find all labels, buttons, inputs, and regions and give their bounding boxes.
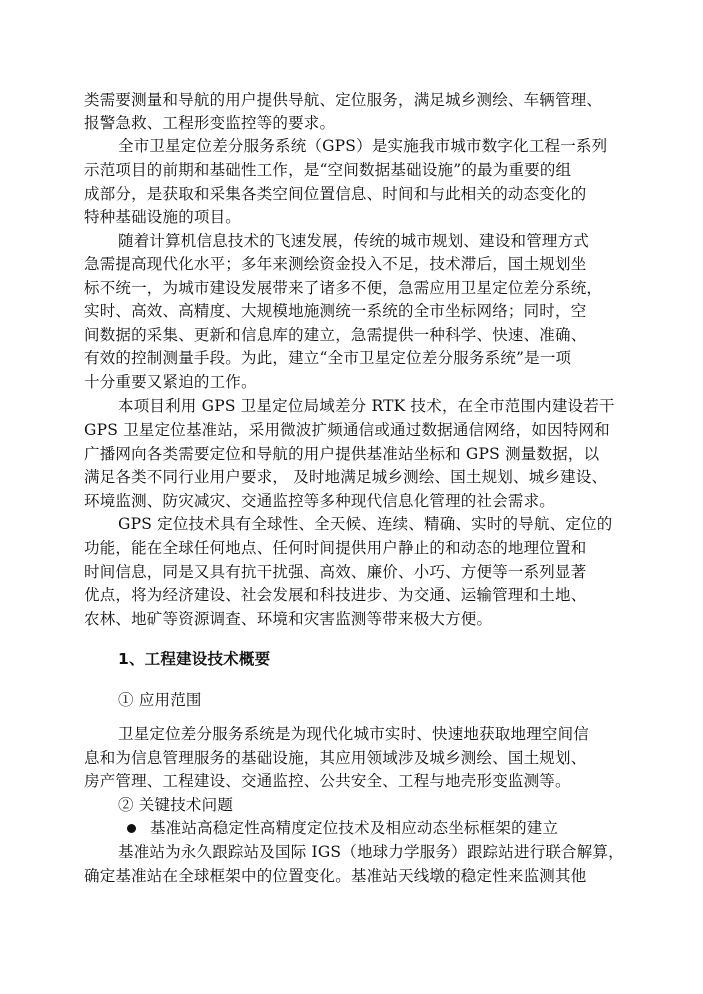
- paragraph-line: 息和为信息管理服务的基础设施，其应用领域涉及城乡测绘、国土规划、: [84, 749, 587, 767]
- bullet-item: 基准站高稳定性高精度定位技术及相应动态坐标框架的建立: [150, 819, 559, 837]
- paragraph-line: 卫星定位差分服务系统是为现代化城市实时、快速地获取地理空间信: [118, 725, 590, 743]
- paragraph-line: 有效的控制测量手段。为此，建立“全市卫星定位差分服务系统”是一项: [84, 349, 572, 367]
- subsection-heading-scope: ① 应用范围: [118, 691, 202, 709]
- paragraph-line: 房产管理、工程建设、交通监控、公共安全、工程与地壳形变监测等。: [84, 772, 571, 790]
- section-heading: 1、工程建设技术概要: [118, 650, 271, 668]
- bullet-icon: [127, 824, 136, 833]
- paragraph-line: 功能，能在全球任何地点、任何时间提供用户静止的和动态的地理位置和: [84, 539, 587, 557]
- paragraph-line: 间数据的采集、更新和信息库的建立，急需提供一种科学、快速、准确、: [84, 326, 587, 344]
- paragraph-line: 本项目利用 GPS 卫星定位局域差分 RTK 技术，在全市范围内建设若干: [118, 397, 615, 415]
- paragraph-line: GPS 定位技术具有全球性、全天候、连续、精确、实时的导航、定位的: [118, 515, 613, 533]
- paragraph-line: 特种基础设施的项目。: [84, 208, 242, 226]
- paragraph-line: 成部分，是获取和采集各类空间位置信息、时间和与此相关的动态变化的: [84, 185, 587, 203]
- paragraph-line: 全市卫星定位差分服务系统（GPS）是实施我市城市数字化工程一系列: [118, 137, 608, 155]
- paragraph-line: 优点，将为经济建设、社会发展和科技进步、为交通、运输管理和土地、: [84, 586, 587, 604]
- paragraph-line: 示范项目的前期和基础性工作，是“空间数据基础设施”的最为重要的组: [84, 161, 572, 179]
- paragraph-line: 报警急救、工程形变监控等的要求。: [84, 114, 336, 132]
- paragraph-line: 基准站为永久跟踪站及国际 IGS（地球力学服务）跟踪站进行联合解算，: [118, 843, 624, 861]
- paragraph-line: 确定基准站在全球框架中的位置变化。基准站天线墩的稳定性来监测其他: [84, 867, 587, 885]
- paragraph-line: 类需要测量和导航的用户提供导航、定位服务，满足城乡测绘、车辆管理、: [84, 91, 603, 109]
- paragraph-line: 广播网向各类需要定位和导航的用户提供基准站坐标和 GPS 测量数据，以: [84, 445, 600, 463]
- paragraph-line: 农林、地矿等资源调查、环境和灾害监测等带来极大方便。: [84, 610, 493, 628]
- paragraph-line: 实时、高效、高精度、大规模地施测统一系统的全市坐标网络；同时，空: [84, 302, 587, 320]
- paragraph-line: 标不统一，为城市建设发展带来了诸多不便，急需应用卫星定位差分系统，: [84, 279, 603, 297]
- paragraph-line: 时间信息，同是又具有抗干扰强、高效、廉价、小巧、方便等一系列显著: [84, 563, 587, 581]
- paragraph-line: GPS 卫星定位基准站，采用微波扩频通信或通过数据通信网络，如因特网和: [84, 421, 610, 439]
- paragraph-line: 满足各类不同行业用户要求， 及时地满足城乡测绘、国土规划、城乡建设、: [84, 468, 608, 486]
- subsection-heading-key-issues: ② 关键技术问题: [118, 796, 234, 814]
- paragraph-line: 随着计算机信息技术的飞速发展，传统的城市规划、建设和管理方式: [118, 232, 590, 250]
- paragraph-line: 十分重要又紧迫的工作。: [84, 373, 257, 391]
- paragraph-line: 环境监测、防灾减灾、交通监控等多种现代信息化管理的社会需求。: [84, 492, 556, 510]
- paragraph-line: 急需提高现代化水平；多年来测绘资金投入不足，技术滞后，国土规划坐: [84, 255, 587, 273]
